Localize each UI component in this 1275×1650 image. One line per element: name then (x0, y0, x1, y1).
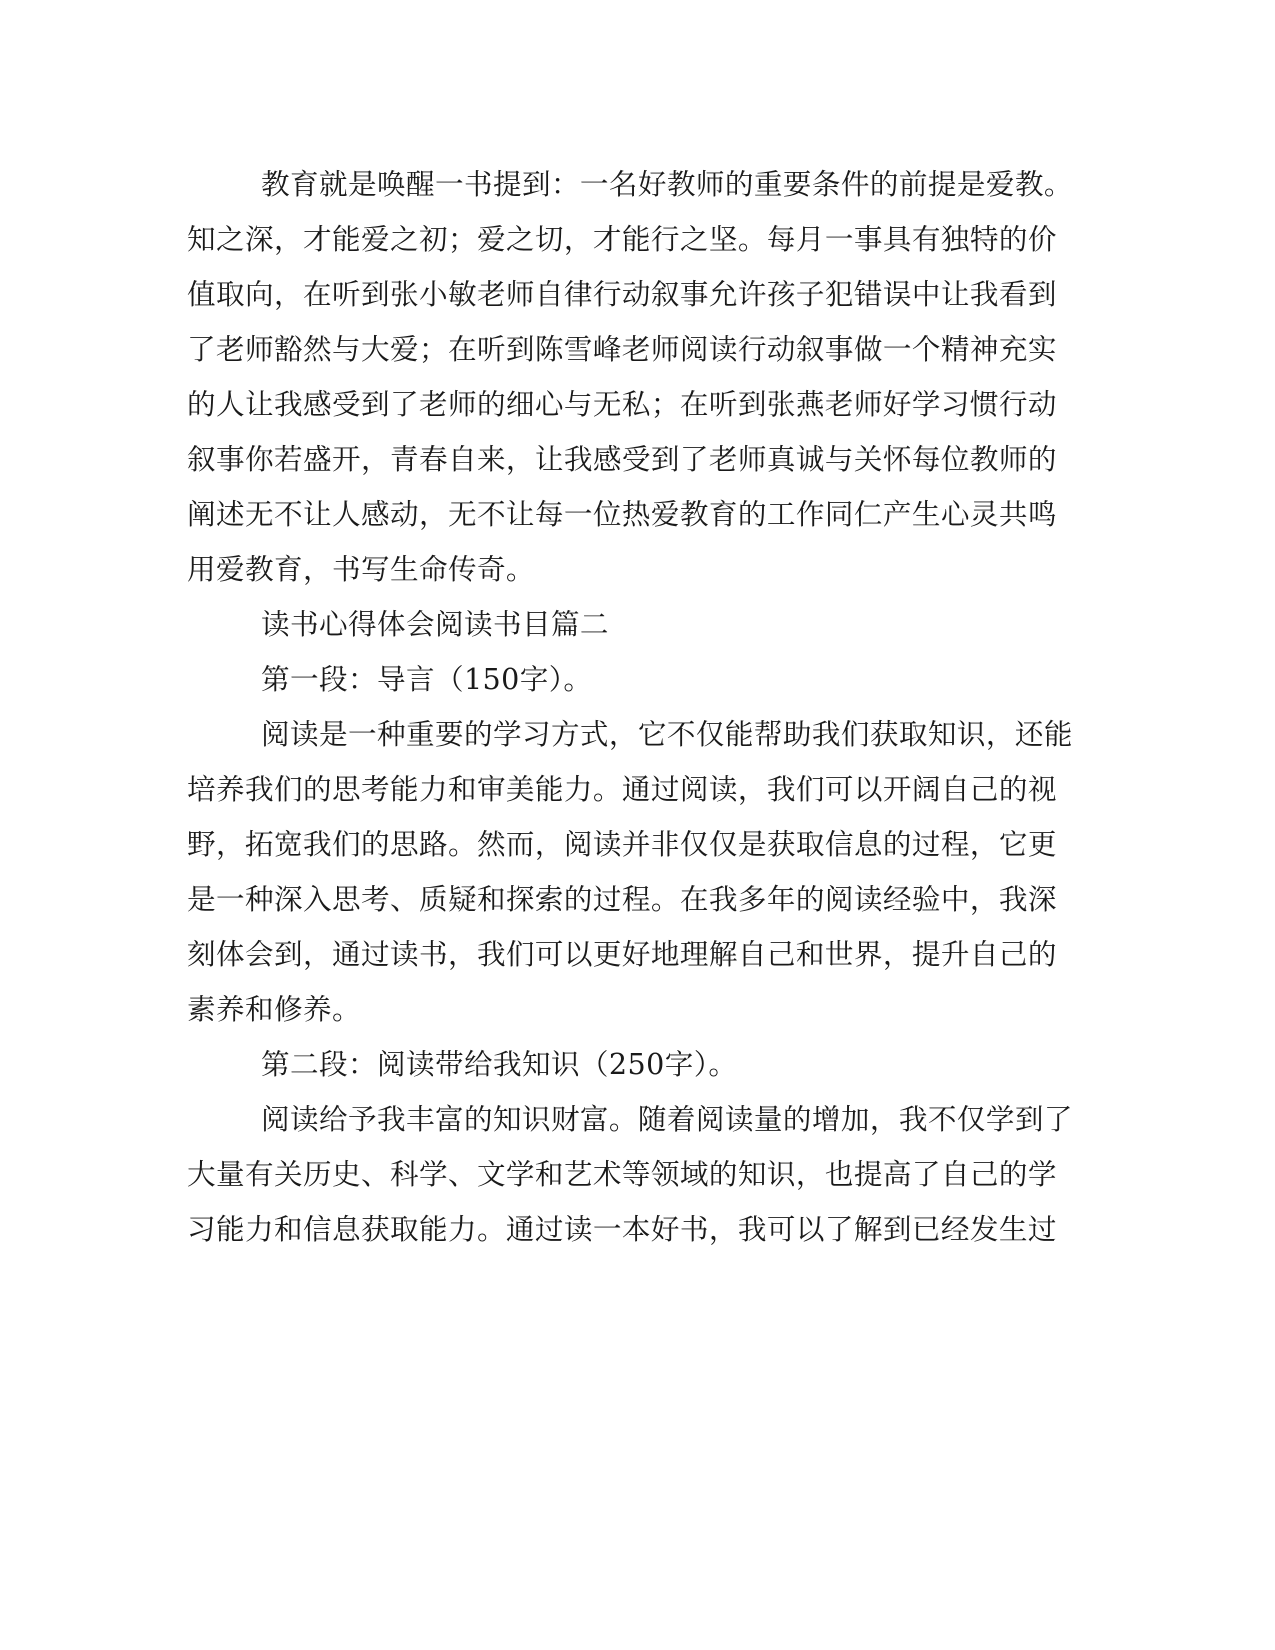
paragraph-line: 习能力和信息获取能力。通过读一本好书，我可以了解到已经发生过 (187, 1212, 1057, 1246)
paragraph-line: 了老师豁然与大爱；在听到陈雪峰老师阅读行动叙事做一个精神充实 (187, 332, 1057, 366)
paragraph-line: 阅读是一种重要的学习方式，它不仅能帮助我们获取知识，还能 (261, 717, 1073, 751)
paragraph-line: 培养我们的思考能力和审美能力。通过阅读，我们可以开阔自己的视 (187, 772, 1057, 806)
paragraph-line: 阅读给予我丰富的知识财富。随着阅读量的增加，我不仅学到了 (261, 1102, 1073, 1136)
subsection-heading: 第二段：阅读带给我知识（250字）。 (261, 1047, 738, 1081)
paragraph-line: 教育就是唤醒一书提到：一名好教师的重要条件的前提是爱教。 (261, 167, 1073, 201)
paragraph-line: 大量有关历史、科学、文学和艺术等领域的知识，也提高了自己的学 (187, 1157, 1057, 1191)
paragraph-line: 阐述无不让人感动，无不让每一位热爱教育的工作同仁产生心灵共鸣 (187, 497, 1057, 531)
paragraph-line: 的人让我感受到了老师的细心与无私；在听到张燕老师好学习惯行动 (187, 387, 1057, 421)
paragraph-line: 值取向，在听到张小敏老师自律行动叙事允许孩子犯错误中让我看到 (187, 277, 1057, 311)
paragraph-line: 知之深，才能爱之初；爱之切，才能行之坚。每月一事具有独特的价 (187, 222, 1057, 256)
paragraph-line: 素养和修养。 (187, 992, 361, 1026)
paragraph-line: 刻体会到，通过读书，我们可以更好地理解自己和世界，提升自己的 (187, 937, 1057, 971)
subsection-heading: 第一段：导言（150字）。 (261, 662, 593, 696)
section-heading: 读书心得体会阅读书目篇二 (261, 607, 609, 641)
paragraph-line: 是一种深入思考、质疑和探索的过程。在我多年的阅读经验中，我深 (187, 882, 1057, 916)
paragraph-line: 野，拓宽我们的思路。然而，阅读并非仅仅是获取信息的过程，它更 (187, 827, 1057, 861)
paragraph-line: 用爱教育，书写生命传奇。 (187, 552, 535, 586)
paragraph-line: 叙事你若盛开，青春自来，让我感受到了老师真诚与关怀每位教师的 (187, 442, 1057, 476)
